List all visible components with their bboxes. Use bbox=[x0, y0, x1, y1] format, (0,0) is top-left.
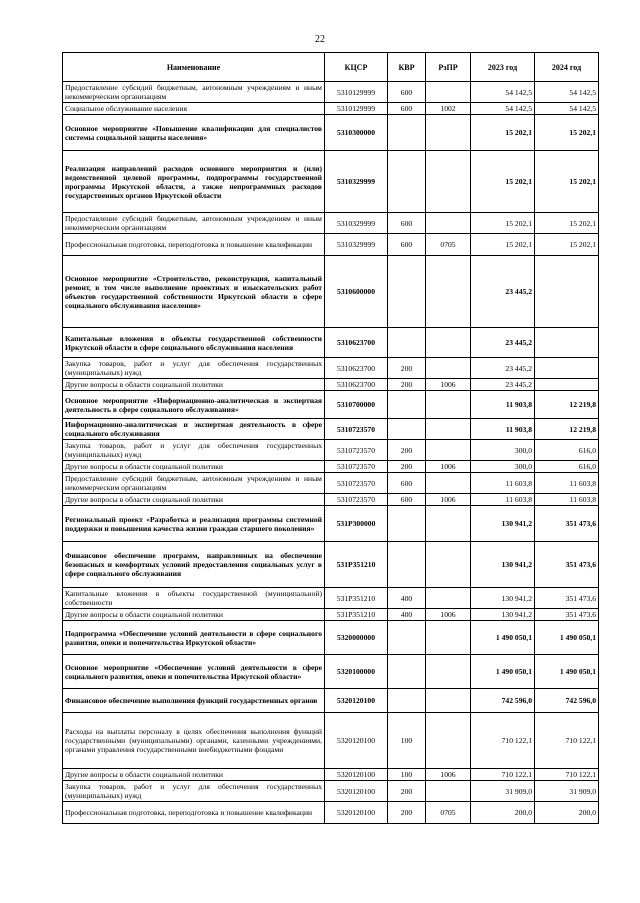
row-name: Основное мероприятие «Строительство, реконструкция, капитальный ремонт, в том числе выполнение проектных и изыскательских работ объектов государственной собственности Иркутской области в сфере социального обслуживания населения» bbox=[63, 256, 325, 328]
row-name: Закупка товаров, работ и услуг для обеспечения государственных (муниципальных) нужд bbox=[63, 440, 325, 461]
row-amount-2023: 23 445,2 bbox=[471, 358, 535, 379]
table-row bbox=[63, 103, 599, 115]
row-kvr: 200 bbox=[388, 802, 426, 824]
row-kcsr: 5310723570 bbox=[325, 473, 388, 494]
row-kvr bbox=[388, 621, 426, 655]
row-kvr bbox=[388, 256, 426, 328]
row-rzpr bbox=[426, 440, 471, 461]
row-name: Другие вопросы в области социальной политики bbox=[63, 461, 325, 473]
row-rzpr: 0705 bbox=[426, 234, 471, 256]
row-kvr bbox=[388, 689, 426, 713]
row-kcsr: 5320120100 bbox=[325, 713, 388, 769]
row-name: Закупка товаров, работ и услуг для обеспечения государственных (муниципальных) нужд bbox=[63, 358, 325, 379]
row-amount-2024: 710 122,1 bbox=[535, 769, 599, 781]
row-amount-2024: 31 909,0 bbox=[535, 781, 599, 802]
row-kcsr: 531P300000 bbox=[325, 506, 388, 542]
row-kvr: 600 bbox=[388, 82, 426, 103]
row-amount-2023: 15 202,1 bbox=[471, 151, 535, 213]
row-name: Социальное обслуживание населения bbox=[63, 103, 325, 115]
row-amount-2023: 23 445,2 bbox=[471, 379, 535, 391]
header-2023: 2023 год bbox=[471, 53, 535, 82]
table-row bbox=[63, 769, 599, 781]
row-name: Финансовое обеспечение программ, направленных на обеспечение безопасных и комфортных условий предоставления социальных услуг в сфере социального обслуживания bbox=[63, 542, 325, 588]
row-name: Подпрограмма «Обеспечение условий деятельности в сфере социального развития, опеки и попечительства Иркутской области» bbox=[63, 621, 325, 655]
row-kvr bbox=[388, 655, 426, 689]
row-name: Профессиональная подготовка, переподготовка и повышение квалификации bbox=[63, 234, 325, 256]
row-amount-2024: 15 202,1 bbox=[535, 213, 599, 234]
row-amount-2023: 11 603,8 bbox=[471, 473, 535, 494]
row-rzpr bbox=[426, 781, 471, 802]
row-amount-2023: 15 202,1 bbox=[471, 115, 535, 151]
row-rzpr bbox=[426, 506, 471, 542]
row-amount-2024: 200,0 bbox=[535, 802, 599, 824]
row-kvr: 200 bbox=[388, 461, 426, 473]
row-amount-2024: 616,0 bbox=[535, 461, 599, 473]
table-row bbox=[63, 713, 599, 769]
row-kvr: 100 bbox=[388, 713, 426, 769]
table-row bbox=[63, 115, 599, 151]
row-rzpr: 1006 bbox=[426, 494, 471, 506]
table-row bbox=[63, 151, 599, 213]
row-rzpr bbox=[426, 115, 471, 151]
row-kcsr: 5310129999 bbox=[325, 103, 388, 115]
row-amount-2023: 300,0 bbox=[471, 440, 535, 461]
row-rzpr bbox=[426, 542, 471, 588]
table-row bbox=[63, 588, 599, 609]
row-name: Профессиональная подготовка, переподготовка и повышение квалификации bbox=[63, 802, 325, 824]
row-rzpr bbox=[426, 256, 471, 328]
table-row bbox=[63, 689, 599, 713]
row-rzpr bbox=[426, 213, 471, 234]
row-kvr bbox=[388, 419, 426, 440]
row-amount-2024: 616,0 bbox=[535, 440, 599, 461]
budget-table bbox=[62, 52, 599, 824]
table-row bbox=[63, 419, 599, 440]
row-amount-2023: 200,0 bbox=[471, 802, 535, 824]
row-kcsr: 5320100000 bbox=[325, 655, 388, 689]
row-amount-2024 bbox=[535, 256, 599, 328]
row-amount-2023: 1 490 050,1 bbox=[471, 655, 535, 689]
table-row bbox=[63, 781, 599, 802]
table-row bbox=[63, 506, 599, 542]
row-name: Предоставление субсидий бюджетным, автономным учреждениям и иным некоммерческим организациям bbox=[63, 213, 325, 234]
table-row bbox=[63, 802, 599, 824]
row-amount-2024: 1 490 050,1 bbox=[535, 655, 599, 689]
row-kvr bbox=[388, 542, 426, 588]
row-amount-2023: 54 142,5 bbox=[471, 82, 535, 103]
row-kcsr: 5310329999 bbox=[325, 151, 388, 213]
table-row bbox=[63, 256, 599, 328]
table-row bbox=[63, 379, 599, 391]
row-amount-2023: 300,0 bbox=[471, 461, 535, 473]
row-kcsr: 5310623700 bbox=[325, 328, 388, 358]
row-rzpr bbox=[426, 358, 471, 379]
row-kcsr: 5310300000 bbox=[325, 115, 388, 151]
row-amount-2024: 351 473,6 bbox=[535, 542, 599, 588]
row-rzpr bbox=[426, 419, 471, 440]
table-row bbox=[63, 440, 599, 461]
row-rzpr bbox=[426, 621, 471, 655]
row-name: Другие вопросы в области социальной политики bbox=[63, 494, 325, 506]
row-name: Другие вопросы в области социальной политики bbox=[63, 379, 325, 391]
row-amount-2024: 351 473,6 bbox=[535, 609, 599, 621]
row-name: Предоставление субсидий бюджетным, автономным учреждениям и иным некоммерческим организациям bbox=[63, 473, 325, 494]
row-name: Финансовое обеспечение выполнения функций государственных органов bbox=[63, 689, 325, 713]
row-rzpr bbox=[426, 588, 471, 609]
header-2024: 2024 год bbox=[535, 53, 599, 82]
row-amount-2023: 11 903,8 bbox=[471, 391, 535, 419]
row-amount-2024: 11 603,8 bbox=[535, 494, 599, 506]
row-amount-2024: 54 142,5 bbox=[535, 103, 599, 115]
table-row bbox=[63, 391, 599, 419]
row-kcsr: 5320120100 bbox=[325, 689, 388, 713]
row-kvr: 100 bbox=[388, 769, 426, 781]
row-amount-2023: 15 202,1 bbox=[471, 234, 535, 256]
table-row bbox=[63, 213, 599, 234]
row-amount-2024: 710 122,1 bbox=[535, 713, 599, 769]
row-kcsr: 5310600000 bbox=[325, 256, 388, 328]
row-rzpr: 1002 bbox=[426, 103, 471, 115]
row-amount-2024: 351 473,6 bbox=[535, 506, 599, 542]
row-amount-2024: 15 202,1 bbox=[535, 234, 599, 256]
row-amount-2024 bbox=[535, 328, 599, 358]
table-row bbox=[63, 494, 599, 506]
row-kvr bbox=[388, 391, 426, 419]
row-amount-2024: 1 490 050,1 bbox=[535, 621, 599, 655]
row-kvr: 600 bbox=[388, 103, 426, 115]
row-name: Капитальные вложения в объекты государственной (муниципальной) собственности bbox=[63, 588, 325, 609]
row-kvr: 200 bbox=[388, 781, 426, 802]
row-kvr: 600 bbox=[388, 473, 426, 494]
row-kcsr: 531P351210 bbox=[325, 609, 388, 621]
row-kvr: 400 bbox=[388, 588, 426, 609]
row-kcsr: 5320000000 bbox=[325, 621, 388, 655]
row-kcsr: 5320120100 bbox=[325, 781, 388, 802]
row-name: Предоставление субсидий бюджетным, автономным учреждениям и иным некоммерческим организациям bbox=[63, 82, 325, 103]
row-kvr: 600 bbox=[388, 213, 426, 234]
table-body bbox=[63, 82, 599, 824]
table-row bbox=[63, 542, 599, 588]
table-row bbox=[63, 234, 599, 256]
row-rzpr bbox=[426, 328, 471, 358]
row-kcsr: 531P351210 bbox=[325, 588, 388, 609]
row-kcsr: 5310329999 bbox=[325, 234, 388, 256]
row-kcsr: 5320120100 bbox=[325, 802, 388, 824]
row-kcsr: 5310329999 bbox=[325, 213, 388, 234]
row-kvr: 200 bbox=[388, 440, 426, 461]
table-row bbox=[63, 328, 599, 358]
row-amount-2023: 11 903,8 bbox=[471, 419, 535, 440]
row-name: Информационно-аналитическая и экспертная деятельность в сфере социального обслуживания bbox=[63, 419, 325, 440]
row-amount-2024: 12 219,8 bbox=[535, 391, 599, 419]
header-name: Наименование bbox=[63, 53, 325, 82]
row-amount-2023: 130 941,2 bbox=[471, 588, 535, 609]
row-kcsr: 5310129999 bbox=[325, 82, 388, 103]
row-amount-2024: 54 142,5 bbox=[535, 82, 599, 103]
row-kcsr: 5310623700 bbox=[325, 358, 388, 379]
row-rzpr bbox=[426, 689, 471, 713]
row-name: Капитальные вложения в объекты государственной собственности Иркутской области в сфере социального обслуживания населения bbox=[63, 328, 325, 358]
row-amount-2023: 710 122,1 bbox=[471, 713, 535, 769]
row-name: Другие вопросы в области социальной политики bbox=[63, 609, 325, 621]
row-name: Основное мероприятие «Повышение квалификации для специалистов системы социальной защиты населения» bbox=[63, 115, 325, 151]
row-name: Основное мероприятие «Обеспечение условий деятельности в сфере социального развития, опеки и попечительства Иркутской области» bbox=[63, 655, 325, 689]
row-amount-2023: 15 202,1 bbox=[471, 213, 535, 234]
row-amount-2023: 23 445,2 bbox=[471, 328, 535, 358]
row-name: Расходы на выплаты персоналу в целях обеспечения выполнения функций государственными (муниципальными) органами, казенными учреждениями, органами управления государственными внебюджетными фондами bbox=[63, 713, 325, 769]
table-row bbox=[63, 655, 599, 689]
row-rzpr bbox=[426, 473, 471, 494]
header-rzpr: РзПР bbox=[426, 53, 471, 82]
page-number: 22 bbox=[315, 34, 325, 45]
header-kcsr: КЦСР bbox=[325, 53, 388, 82]
row-amount-2023: 11 603,8 bbox=[471, 494, 535, 506]
row-kvr bbox=[388, 506, 426, 542]
row-kcsr: 5310723570 bbox=[325, 440, 388, 461]
row-kvr: 600 bbox=[388, 234, 426, 256]
row-amount-2024: 15 202,1 bbox=[535, 115, 599, 151]
table-row bbox=[63, 82, 599, 103]
table-row bbox=[63, 461, 599, 473]
row-name: Реализация направлений расходов основного мероприятия и (или) ведомственной целевой программы, подпрограммы государственной программы Иркутской области, а также непрограммных расходов государственных органов Иркутской области bbox=[63, 151, 325, 213]
row-amount-2024: 15 202,1 bbox=[535, 151, 599, 213]
table-row bbox=[63, 621, 599, 655]
row-amount-2023: 23 445,2 bbox=[471, 256, 535, 328]
row-amount-2023: 130 941,2 bbox=[471, 609, 535, 621]
row-amount-2024: 11 603,8 bbox=[535, 473, 599, 494]
row-amount-2024: 742 596,0 bbox=[535, 689, 599, 713]
row-name: Основное мероприятие «Информационно-аналитическая и экспертная деятельность в сфере социального обслуживания» bbox=[63, 391, 325, 419]
row-amount-2024: 12 219,8 bbox=[535, 419, 599, 440]
row-amount-2024 bbox=[535, 358, 599, 379]
row-amount-2024 bbox=[535, 379, 599, 391]
table-row bbox=[63, 358, 599, 379]
row-kcsr: 5320120100 bbox=[325, 769, 388, 781]
row-name: Закупка товаров, работ и услуг для обеспечения государственных (муниципальных) нужд bbox=[63, 781, 325, 802]
row-kcsr: 5310723570 bbox=[325, 494, 388, 506]
row-amount-2023: 742 596,0 bbox=[471, 689, 535, 713]
row-kvr bbox=[388, 115, 426, 151]
row-kvr: 200 bbox=[388, 379, 426, 391]
row-amount-2023: 130 941,2 bbox=[471, 542, 535, 588]
row-rzpr: 1006 bbox=[426, 769, 471, 781]
table-header-row bbox=[63, 53, 599, 82]
row-kcsr: 5310723570 bbox=[325, 461, 388, 473]
row-amount-2023: 1 490 050,1 bbox=[471, 621, 535, 655]
row-amount-2024: 351 473,6 bbox=[535, 588, 599, 609]
table-row bbox=[63, 609, 599, 621]
row-amount-2023: 710 122,1 bbox=[471, 769, 535, 781]
row-rzpr: 1006 bbox=[426, 609, 471, 621]
row-rzpr bbox=[426, 82, 471, 103]
row-kvr: 600 bbox=[388, 494, 426, 506]
row-kcsr: 531P351210 bbox=[325, 542, 388, 588]
row-amount-2023: 31 909,0 bbox=[471, 781, 535, 802]
row-amount-2023: 54 142,5 bbox=[471, 103, 535, 115]
row-rzpr: 0705 bbox=[426, 802, 471, 824]
row-kvr: 400 bbox=[388, 609, 426, 621]
row-amount-2023: 130 941,2 bbox=[471, 506, 535, 542]
row-kvr bbox=[388, 151, 426, 213]
row-rzpr bbox=[426, 713, 471, 769]
row-kcsr: 5310623700 bbox=[325, 379, 388, 391]
row-rzpr: 1006 bbox=[426, 379, 471, 391]
row-rzpr: 1006 bbox=[426, 461, 471, 473]
row-name: Региональный проект «Разработка и реализация программы системной поддержки и повышения качества жизни граждан старшего поколения» bbox=[63, 506, 325, 542]
row-kcsr: 5310700000 bbox=[325, 391, 388, 419]
header-kvr: КВР bbox=[388, 53, 426, 82]
row-rzpr bbox=[426, 655, 471, 689]
row-rzpr bbox=[426, 151, 471, 213]
row-kvr: 200 bbox=[388, 358, 426, 379]
table-row bbox=[63, 473, 599, 494]
row-rzpr bbox=[426, 391, 471, 419]
row-name: Другие вопросы в области социальной политики bbox=[63, 769, 325, 781]
row-kvr bbox=[388, 328, 426, 358]
row-kcsr: 5310723570 bbox=[325, 419, 388, 440]
